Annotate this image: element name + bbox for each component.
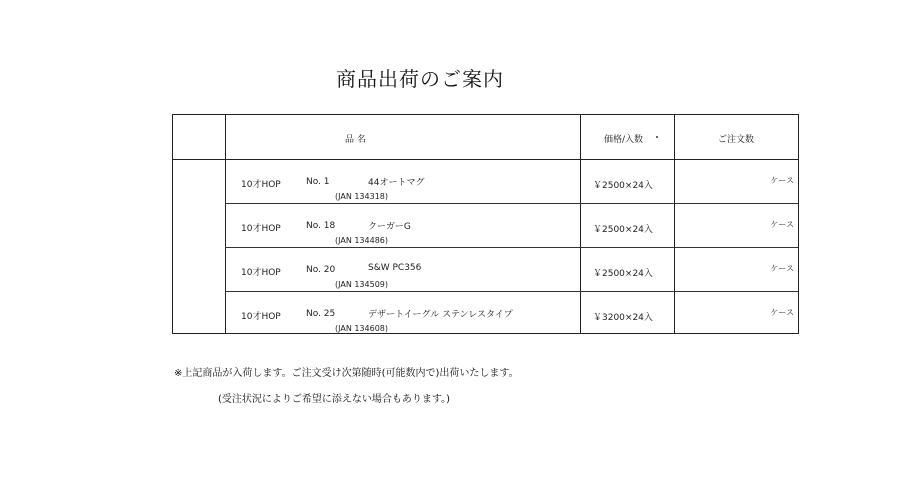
product-number: No. 18 [306, 221, 336, 231]
table-row [173, 203, 798, 247]
maker-label: 10才HOP [241, 268, 281, 278]
price-per-case: ￥2500×24入 [593, 181, 653, 191]
table-row [173, 291, 798, 335]
jan-code: (JAN 134608) [335, 324, 388, 333]
product-name: デザートイーグル ステンレスタイプ [368, 310, 513, 320]
unit-label: ケース [770, 176, 794, 185]
product-name: S&W PC356 [368, 263, 422, 273]
scan-speck [656, 136, 658, 138]
product-table [172, 114, 799, 334]
price-per-case: ￥2500×24入 [593, 225, 653, 235]
page-title: 商品出荷のご案内 [336, 67, 504, 91]
header-product-name: 品 名 [345, 135, 366, 145]
unit-label: ケース [770, 308, 794, 317]
product-number: No. 1 [306, 177, 330, 187]
table-row [173, 159, 798, 203]
price-per-case: ￥2500×24入 [593, 269, 653, 279]
shipping-note: ※上記商品が入荷します。ご注文受け次第随時(可能数内で)出荷いたします。 [174, 368, 519, 379]
jan-code: (JAN 134486) [335, 236, 388, 245]
table-row [173, 247, 798, 291]
maker-label: 10才HOP [241, 180, 281, 190]
product-number: No. 25 [306, 309, 336, 319]
maker-label: 10才HOP [241, 312, 281, 322]
jan-code: (JAN 134509) [335, 280, 388, 289]
availability-note: (受注状況によりご希望に添えない場合もあります。) [218, 394, 451, 405]
header-order-qty: ご注文数 [718, 135, 755, 145]
unit-label: ケース [770, 264, 794, 273]
unit-label: ケース [770, 220, 794, 229]
product-name: 44オートマグ [368, 178, 425, 188]
maker-label: 10才HOP [241, 224, 281, 234]
jan-code: (JAN 134318) [335, 192, 388, 201]
header-price: 価格/入数 [604, 135, 644, 145]
product-number: No. 20 [306, 265, 336, 275]
product-name: クーガーG [368, 222, 411, 232]
price-per-case: ￥3200×24入 [593, 313, 653, 323]
